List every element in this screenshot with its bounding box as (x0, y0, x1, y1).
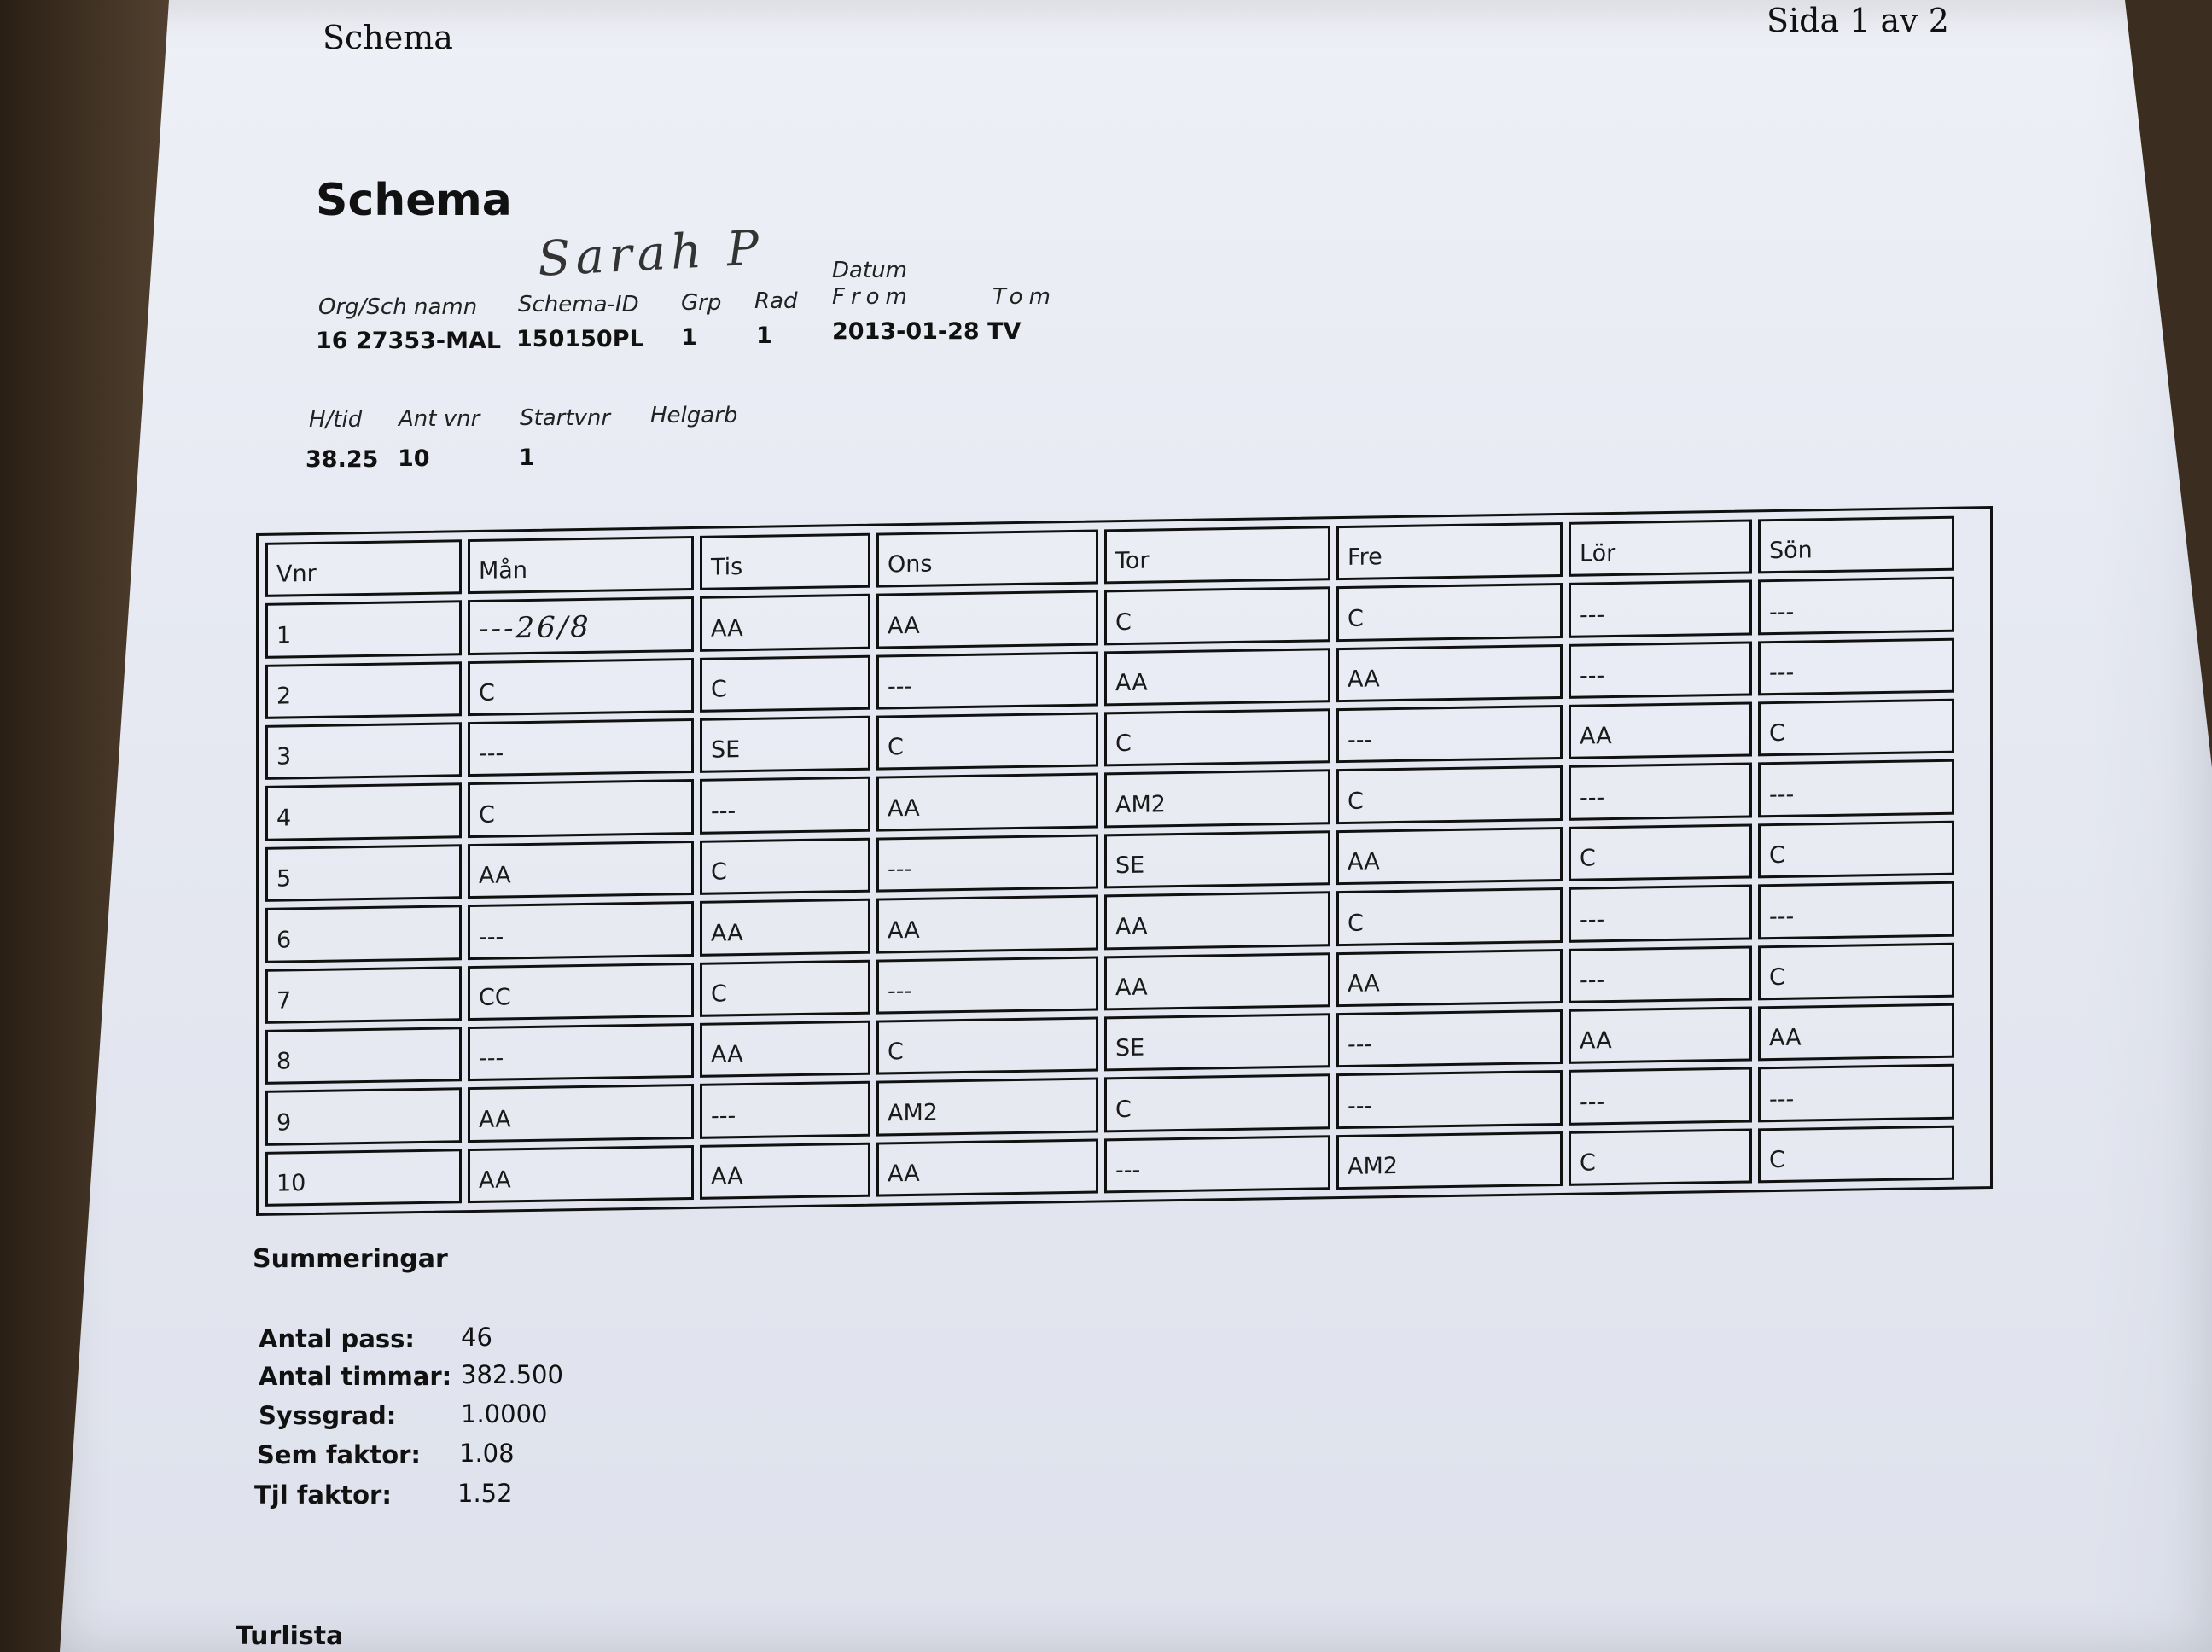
column-header: Lör (1569, 519, 1752, 577)
shift-cell: C (1569, 1128, 1752, 1186)
shift-cell: --- (1104, 1135, 1330, 1194)
shift-cell: --- (876, 834, 1098, 892)
org-label: Org/Sch namn (318, 294, 478, 320)
shift-cell: AA (468, 841, 694, 899)
stat-value: 46 (461, 1323, 492, 1352)
shift-cell: C (876, 1016, 1098, 1074)
row-number-cell: 1 (265, 601, 462, 659)
stat-value: 1.08 (459, 1439, 515, 1468)
shift-cell: --- (700, 777, 870, 835)
row-number-cell: 7 (265, 966, 462, 1024)
shift-cell: C (700, 959, 870, 1017)
htid-label: H/tid (309, 407, 363, 433)
shift-cell: C (1336, 887, 1563, 946)
shift-cell: --- (1758, 637, 1954, 695)
shift-cell: AM2 (876, 1078, 1098, 1136)
stat-value: 1.0000 (461, 1399, 548, 1428)
shift-cell: AA (876, 590, 1098, 649)
shift-cell: AA (1569, 1006, 1752, 1064)
shift-cell: C (1758, 821, 1954, 879)
shift-cell: --- (1569, 641, 1752, 699)
stat-value: 382.500 (461, 1360, 563, 1389)
shift-cell: C (876, 713, 1098, 771)
helgarb-label: Helgarb (650, 403, 738, 428)
column-header: Tor (1104, 526, 1330, 585)
shift-cell: C (1758, 942, 1954, 1000)
column-header: Vnr (265, 539, 462, 597)
shift-cell: AA (1336, 644, 1563, 703)
row-number-cell: 3 (265, 722, 462, 780)
ant-vnr-label: Ant vnr (399, 406, 480, 432)
shift-cell: AM2 (1336, 1131, 1563, 1190)
shift-cell: AA (1104, 648, 1330, 707)
shift-cell: C (468, 658, 694, 717)
summary-title: Summeringar (253, 1244, 448, 1274)
shift-cell: --- (876, 651, 1098, 709)
shift-cell: --- (1758, 577, 1954, 635)
shift-cell: --- (1569, 1067, 1752, 1126)
stat-label: Syssgrad: (259, 1401, 397, 1430)
shift-cell: --- (468, 901, 694, 960)
shift-cell: --- (1758, 759, 1954, 817)
shift-cell: C (1336, 583, 1563, 642)
document-title: Schema (316, 175, 512, 226)
row-number-cell: 2 (265, 661, 462, 719)
tom-label: Tom (992, 284, 1057, 310)
shift-cell: --- (1569, 580, 1752, 638)
shift-cell: --- (468, 1023, 694, 1082)
grp-value: 1 (681, 324, 697, 351)
datum-label: Datum (832, 258, 907, 283)
shift-cell: --- (1569, 945, 1752, 1003)
shift-cell: --- (700, 1081, 870, 1139)
shift-cell: AA (1104, 952, 1330, 1011)
shift-cell: AA (1336, 948, 1563, 1007)
row-number-cell: 8 (265, 1027, 462, 1085)
shift-cell: --- (1336, 1009, 1563, 1068)
shift-cell: C (700, 838, 870, 896)
stat-label: Sem faktor: (257, 1440, 422, 1469)
shift-cell: AA (1104, 891, 1330, 950)
shift-cell: AA (468, 1084, 694, 1143)
shift-cell: C (1569, 823, 1752, 881)
shift-cell: C (1104, 587, 1330, 646)
shift-cell: --- (876, 956, 1098, 1014)
shift-cell: C (468, 779, 694, 838)
shift-cell: AA (876, 1138, 1098, 1196)
schema-id-label: Schema-ID (518, 292, 639, 317)
column-header: Mån (468, 536, 694, 595)
column-header: Tis (700, 533, 870, 591)
shift-cell: AA (700, 594, 870, 652)
rad-label: Rad (754, 288, 798, 314)
column-header: Sön (1758, 516, 1954, 574)
row-number-cell: 4 (265, 783, 462, 841)
schedule-grid (265, 515, 1983, 1207)
stat-label: Tjl faktor: (254, 1480, 392, 1509)
shift-cell: AM2 (1104, 770, 1330, 829)
shift-cell: C (1104, 1073, 1330, 1132)
column-header: Ons (876, 529, 1098, 587)
turlista-heading: Turlista (236, 1621, 344, 1651)
htid-value: 38.25 (306, 446, 379, 473)
shift-cell: AA (876, 895, 1098, 953)
shift-cell: SE (700, 716, 870, 774)
shift-cell: C (1336, 765, 1563, 824)
shift-cell: C (1758, 1125, 1954, 1183)
startvnr-value: 1 (519, 445, 535, 471)
shift-cell: --- (1758, 1064, 1954, 1122)
shift-cell: AA (1336, 827, 1563, 886)
rad-value: 1 (756, 323, 772, 349)
from-label: From (832, 284, 913, 310)
startvnr-label: Startvnr (520, 405, 611, 431)
column-header: Fre (1336, 522, 1563, 581)
shift-cell: SE (1104, 830, 1330, 889)
stat-label: Antal timmar: (259, 1362, 452, 1391)
shift-cell: AA (700, 1021, 870, 1079)
stat-value: 1.52 (457, 1479, 513, 1508)
handwritten-name: Sarah P (536, 220, 765, 288)
shift-cell: AA (700, 899, 870, 957)
row-number-cell: 9 (265, 1087, 462, 1145)
org-value: 16 27353-MAL (316, 328, 502, 354)
shift-cell: --- (1758, 881, 1954, 939)
shift-cell: --- (1569, 885, 1752, 943)
shift-cell: CC (468, 962, 694, 1021)
shift-cell: SE (1104, 1013, 1330, 1072)
shift-cell: C (1104, 708, 1330, 767)
shift-cell: AA (876, 773, 1098, 831)
row-number-cell: 10 (265, 1149, 462, 1207)
shift-cell: AA (1758, 1003, 1954, 1062)
shift-cell: ---26/8 (468, 596, 694, 655)
datum-value: 2013-01-28 TV (832, 318, 1022, 345)
row-number-cell: 5 (265, 844, 462, 902)
schema-id-value: 150150PL (516, 326, 644, 352)
shift-cell: --- (1336, 1070, 1563, 1129)
schedule-table (256, 506, 1993, 1216)
ant-vnr-value: 10 (398, 445, 430, 472)
stat-label: Antal pass: (259, 1324, 416, 1353)
shift-cell: C (1758, 699, 1954, 757)
grp-label: Grp (681, 290, 722, 316)
shift-cell: AA (468, 1145, 694, 1204)
row-number-cell: 6 (265, 905, 462, 963)
page-header-left: Schema (323, 19, 453, 56)
shift-cell: --- (1569, 763, 1752, 821)
page-number: Sida 1 av 2 (1767, 2, 1949, 39)
shift-cell: --- (1336, 705, 1563, 764)
shift-cell: --- (468, 718, 694, 777)
shift-cell: C (700, 654, 870, 713)
shift-cell: AA (1569, 702, 1752, 760)
shift-cell: AA (700, 1142, 870, 1200)
